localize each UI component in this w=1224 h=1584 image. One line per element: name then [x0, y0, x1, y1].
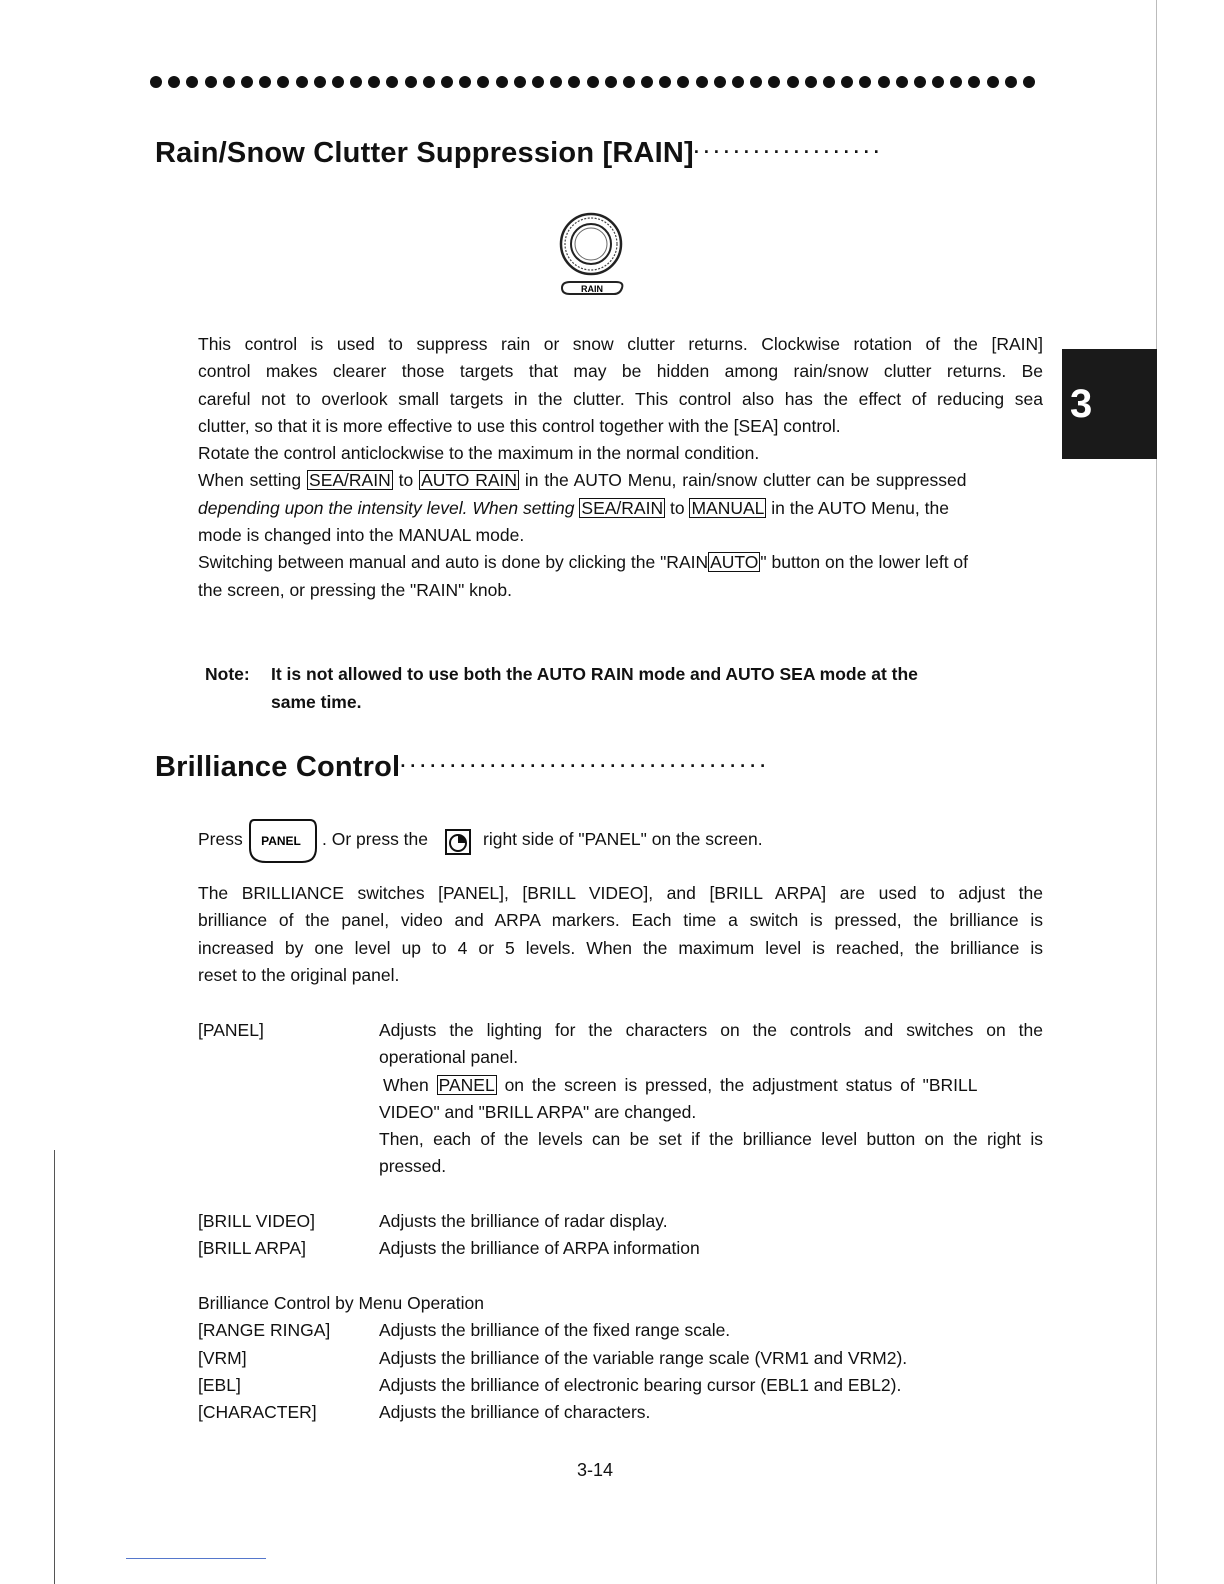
list-item	[198, 1345, 907, 1372]
list-item	[198, 1208, 700, 1235]
page-number: 3-14	[576, 1460, 614, 1480]
mode-change-line: mode is changed into the MANUAL mode.	[198, 525, 525, 546]
menu-term: [EBL]	[198, 1374, 241, 1395]
list-item	[198, 1372, 907, 1399]
switch-term: [BRILL ARPA]	[198, 1238, 306, 1259]
press-instruction: Press PANEL . Or press the right side of "PANEL" on the screen.	[198, 818, 1043, 868]
brilliance-intro	[198, 880, 1043, 989]
intro-line: reset to the original panel.	[198, 964, 400, 985]
list-item	[198, 1235, 700, 1262]
manual-key: MANUAL	[691, 497, 765, 518]
switch-desc: Adjusts the brilliance of ARPA information	[379, 1238, 700, 1259]
panel-screen-key: PANEL	[438, 1074, 495, 1095]
list-item	[198, 1317, 907, 1344]
rain-knob-label: RAIN	[581, 284, 603, 294]
auto-key: AUTO	[710, 552, 759, 573]
switching-line-2: the screen, or pressing the "RAIN" knob.	[198, 579, 512, 600]
brilliance-screen-icon	[445, 829, 471, 855]
dotted-divider	[150, 74, 1035, 90]
switch-term: [BRILL VIDEO]	[198, 1211, 316, 1231]
list-item	[198, 1399, 907, 1426]
menu-desc: Adjusts the brilliance of electronic bearing cursor (EBL1 and EBL2).	[379, 1374, 902, 1395]
brilliance-title-text: Brilliance Control	[155, 751, 401, 783]
rain-title-text: Rain/Snow Clutter Suppression [RAIN]	[155, 137, 694, 169]
switch-desc: Adjusts the brilliance of radar display.	[379, 1211, 668, 1231]
rain-knob-icon	[558, 212, 628, 304]
brill-switch-list	[198, 1208, 700, 1263]
menu-term: [RANGE RINGA]	[198, 1320, 331, 1341]
sea-rain-key: SEA/RAIN	[581, 497, 664, 518]
menu-desc: Adjusts the brilliance of the variable range scale (VRM1 and VRM2).	[379, 1347, 908, 1368]
footer-rule	[126, 1558, 266, 1559]
panel-description: Adjusts the lighting for the characters on the controls and switches on the operational panel. When PANEL on the screen is pressed, the adjustment status of "BRILL VIDEO" and "BRILL ARPA" are changed. Then, each of the levels can be set if the brilliance level button on the right is pressed.	[379, 1020, 1043, 1177]
menu-term: [CHARACTER]	[198, 1402, 317, 1423]
rain-para-line: This control is used to suppress rain or snow clutter returns. Clockwise rotation of the [RAIN]	[198, 334, 1043, 354]
right-page-edge	[1156, 0, 1157, 1584]
auto-rain-key: AUTO RAIN	[421, 470, 518, 491]
sea-rain-key: SEA/RAIN	[309, 470, 391, 491]
rain-para-line: careful not to overlook small targets in the clutter. This control also has the effect of reducing sea	[198, 388, 1043, 409]
menu-operation-heading: Brilliance Control by Menu Operation	[198, 1293, 484, 1313]
manual-setting-line: depending upon the intensity level. When setting SEA/RAIN to MANUAL in the AUTO Menu, the	[198, 497, 949, 518]
panel-term: [PANEL]	[198, 1020, 264, 1040]
note-block	[205, 660, 1045, 716]
rain-para-line: clutter, so that it is more effective to use this control together with the [SEA] control.	[198, 415, 841, 436]
rotate-instruction: Rotate the control anticlockwise to the maximum in the normal condition.	[198, 443, 760, 464]
rain-section-title: Rain/Snow Clutter Suppression [RAIN]···················	[155, 137, 884, 169]
left-margin-line	[54, 1150, 55, 1584]
brilliance-section-title: Brilliance Control·····································	[155, 751, 771, 783]
note-label: Note:	[205, 664, 250, 684]
intro-line: brilliance of the panel, video and ARPA markers. Each time a switch is pressed, the brilliance is	[198, 910, 1043, 931]
menu-desc: Adjusts the brilliance of characters.	[379, 1402, 651, 1423]
intro-line: increased by one level up to 4 or 5 levels. When the maximum level is reached, the brilliance is	[198, 937, 1043, 958]
note-text: It is not allowed to use both the AUTO RAIN mode and AUTO SEA mode at the	[271, 664, 918, 684]
switching-line: Switching between manual and auto is done by clicking the "RAIN AUTO " button on the lower left of	[198, 552, 969, 573]
menu-desc: Adjusts the brilliance of the fixed range scale.	[379, 1320, 731, 1341]
menu-term: [VRM]	[198, 1347, 247, 1368]
note-text-cont: same time.	[271, 692, 362, 712]
auto-setting-line: When setting SEA/RAIN to AUTO RAIN in the AUTO Menu, rain/snow clutter can be suppressed	[198, 470, 967, 491]
panel-key-icon	[246, 818, 318, 864]
intro-line: The BRILLIANCE switches [PANEL], [BRILL VIDEO], and [BRILL ARPA] are used to adjust the	[198, 883, 1043, 903]
rain-para-line: control makes clearer those targets that may be hidden among rain/snow clutter returns. Be	[198, 361, 1043, 382]
panel-key-label: PANEL	[261, 834, 301, 848]
panel-definition	[198, 1017, 1043, 1181]
rain-description	[198, 331, 1043, 604]
menu-brilliance-list	[198, 1290, 907, 1426]
chapter-number: 3	[1070, 381, 1093, 426]
chapter-tab	[1062, 349, 1157, 459]
